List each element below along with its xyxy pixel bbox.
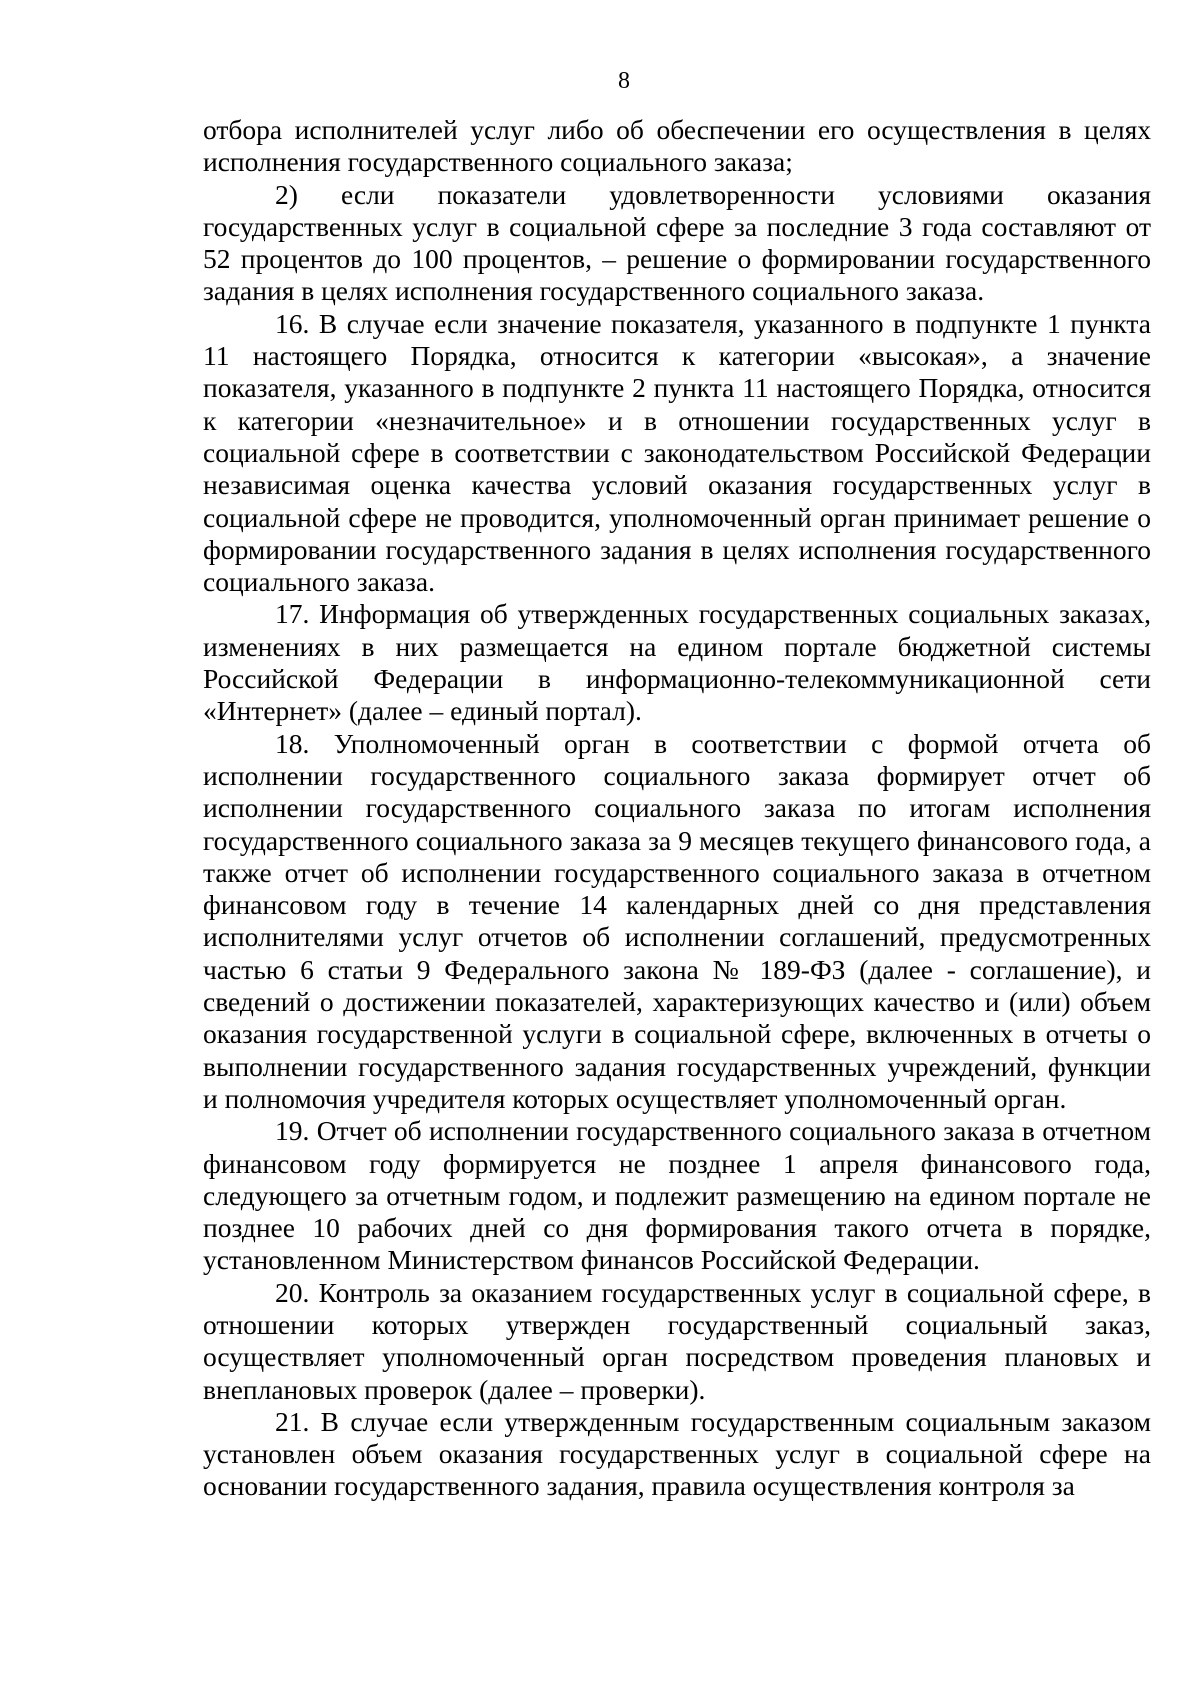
paragraph-19: 19. Отчет об исполнении государственного социального заказа в отчетном финансовом году формируется не позднее 1 апреля финансового года, следующего за отчетным годом, и подлежит размещению на едином портале не позднее 10 рабочих дней со дня формирования такого отчета в порядке, установленном Министерством финансов Российской Федерации. xyxy=(203,1115,1151,1276)
document-body xyxy=(203,114,1151,1503)
paragraph-21: 21. В случае если утвержденным государственным социальным заказом установлен объем оказания государственных услуг в социальной сфере на основании государственного задания, правила осуществления контроля за xyxy=(203,1405,1151,1502)
paragraph-subitem-2: 2) если показатели удовлетворенности условиями оказания государственных услуг в социальной сфере за последние 3 года составляют от 52 процентов до 100 процентов, – решение о формировании государственного задания в целях исполнения государственного социального заказа. xyxy=(203,178,1151,307)
paragraph-continuation: отбора исполнителей услуг либо об обеспечении его осуществления в целях исполнения государственного социального заказа; xyxy=(203,114,1151,178)
page-number: 8 xyxy=(618,68,630,94)
paragraph-18: 18. Уполномоченный орган в соответствии с формой отчета об исполнении государственного социального заказа формирует отчет об исполнении государственного социального заказа по итогам исполнения государственного социального заказа за 9 месяцев текущего финансового года, а также отчет об исполнении государственного социального заказа в отчетном финансовом году в течение 14 календарных дней со дня представления исполнителями услуг отчетов об исполнении соглашений, предусмотренных частью 6 статьи 9 Федерального закона № 189-ФЗ (далее - соглашение), и сведений о достижении показателей, характеризующих качество и (или) объем оказания государственной услуги в социальной сфере, включенных в отчеты о выполнении государственного задания государственных учреждений, функции и полномочия учредителя которых осуществляет уполномоченный орган. xyxy=(203,727,1151,1114)
paragraph-17: 17. Информация об утвержденных государственных социальных заказах, изменениях в них размещается на едином портале бюджетной системы Российской Федерации в информационно-телекоммуникационной сети «Интернет» (далее – единый портал). xyxy=(203,598,1151,727)
paragraph-20: 20. Контроль за оказанием государственных услуг в социальной сфере, в отношении которых утвержден государственный социальный заказ, осуществляет уполномоченный орган посредством проведения плановых и внеплановых проверок (далее – проверки). xyxy=(203,1276,1151,1405)
paragraph-16: 16. В случае если значение показателя, указанного в подпункте 1 пункта 11 настоящего Порядка, относится к категории «высокая», а значение показателя, указанного в подпункте 2 пункта 11 настоящего Порядка, относится к категории «незначительное» и в отношении государственных услуг в социальной сфере в соответствии с законодательством Российской Федерации независимая оценка качества условий оказания государственных услуг в социальной сфере не проводится, уполномоченный орган принимает решение о формировании государственного задания в целях исполнения государственного социального заказа. xyxy=(203,307,1151,598)
